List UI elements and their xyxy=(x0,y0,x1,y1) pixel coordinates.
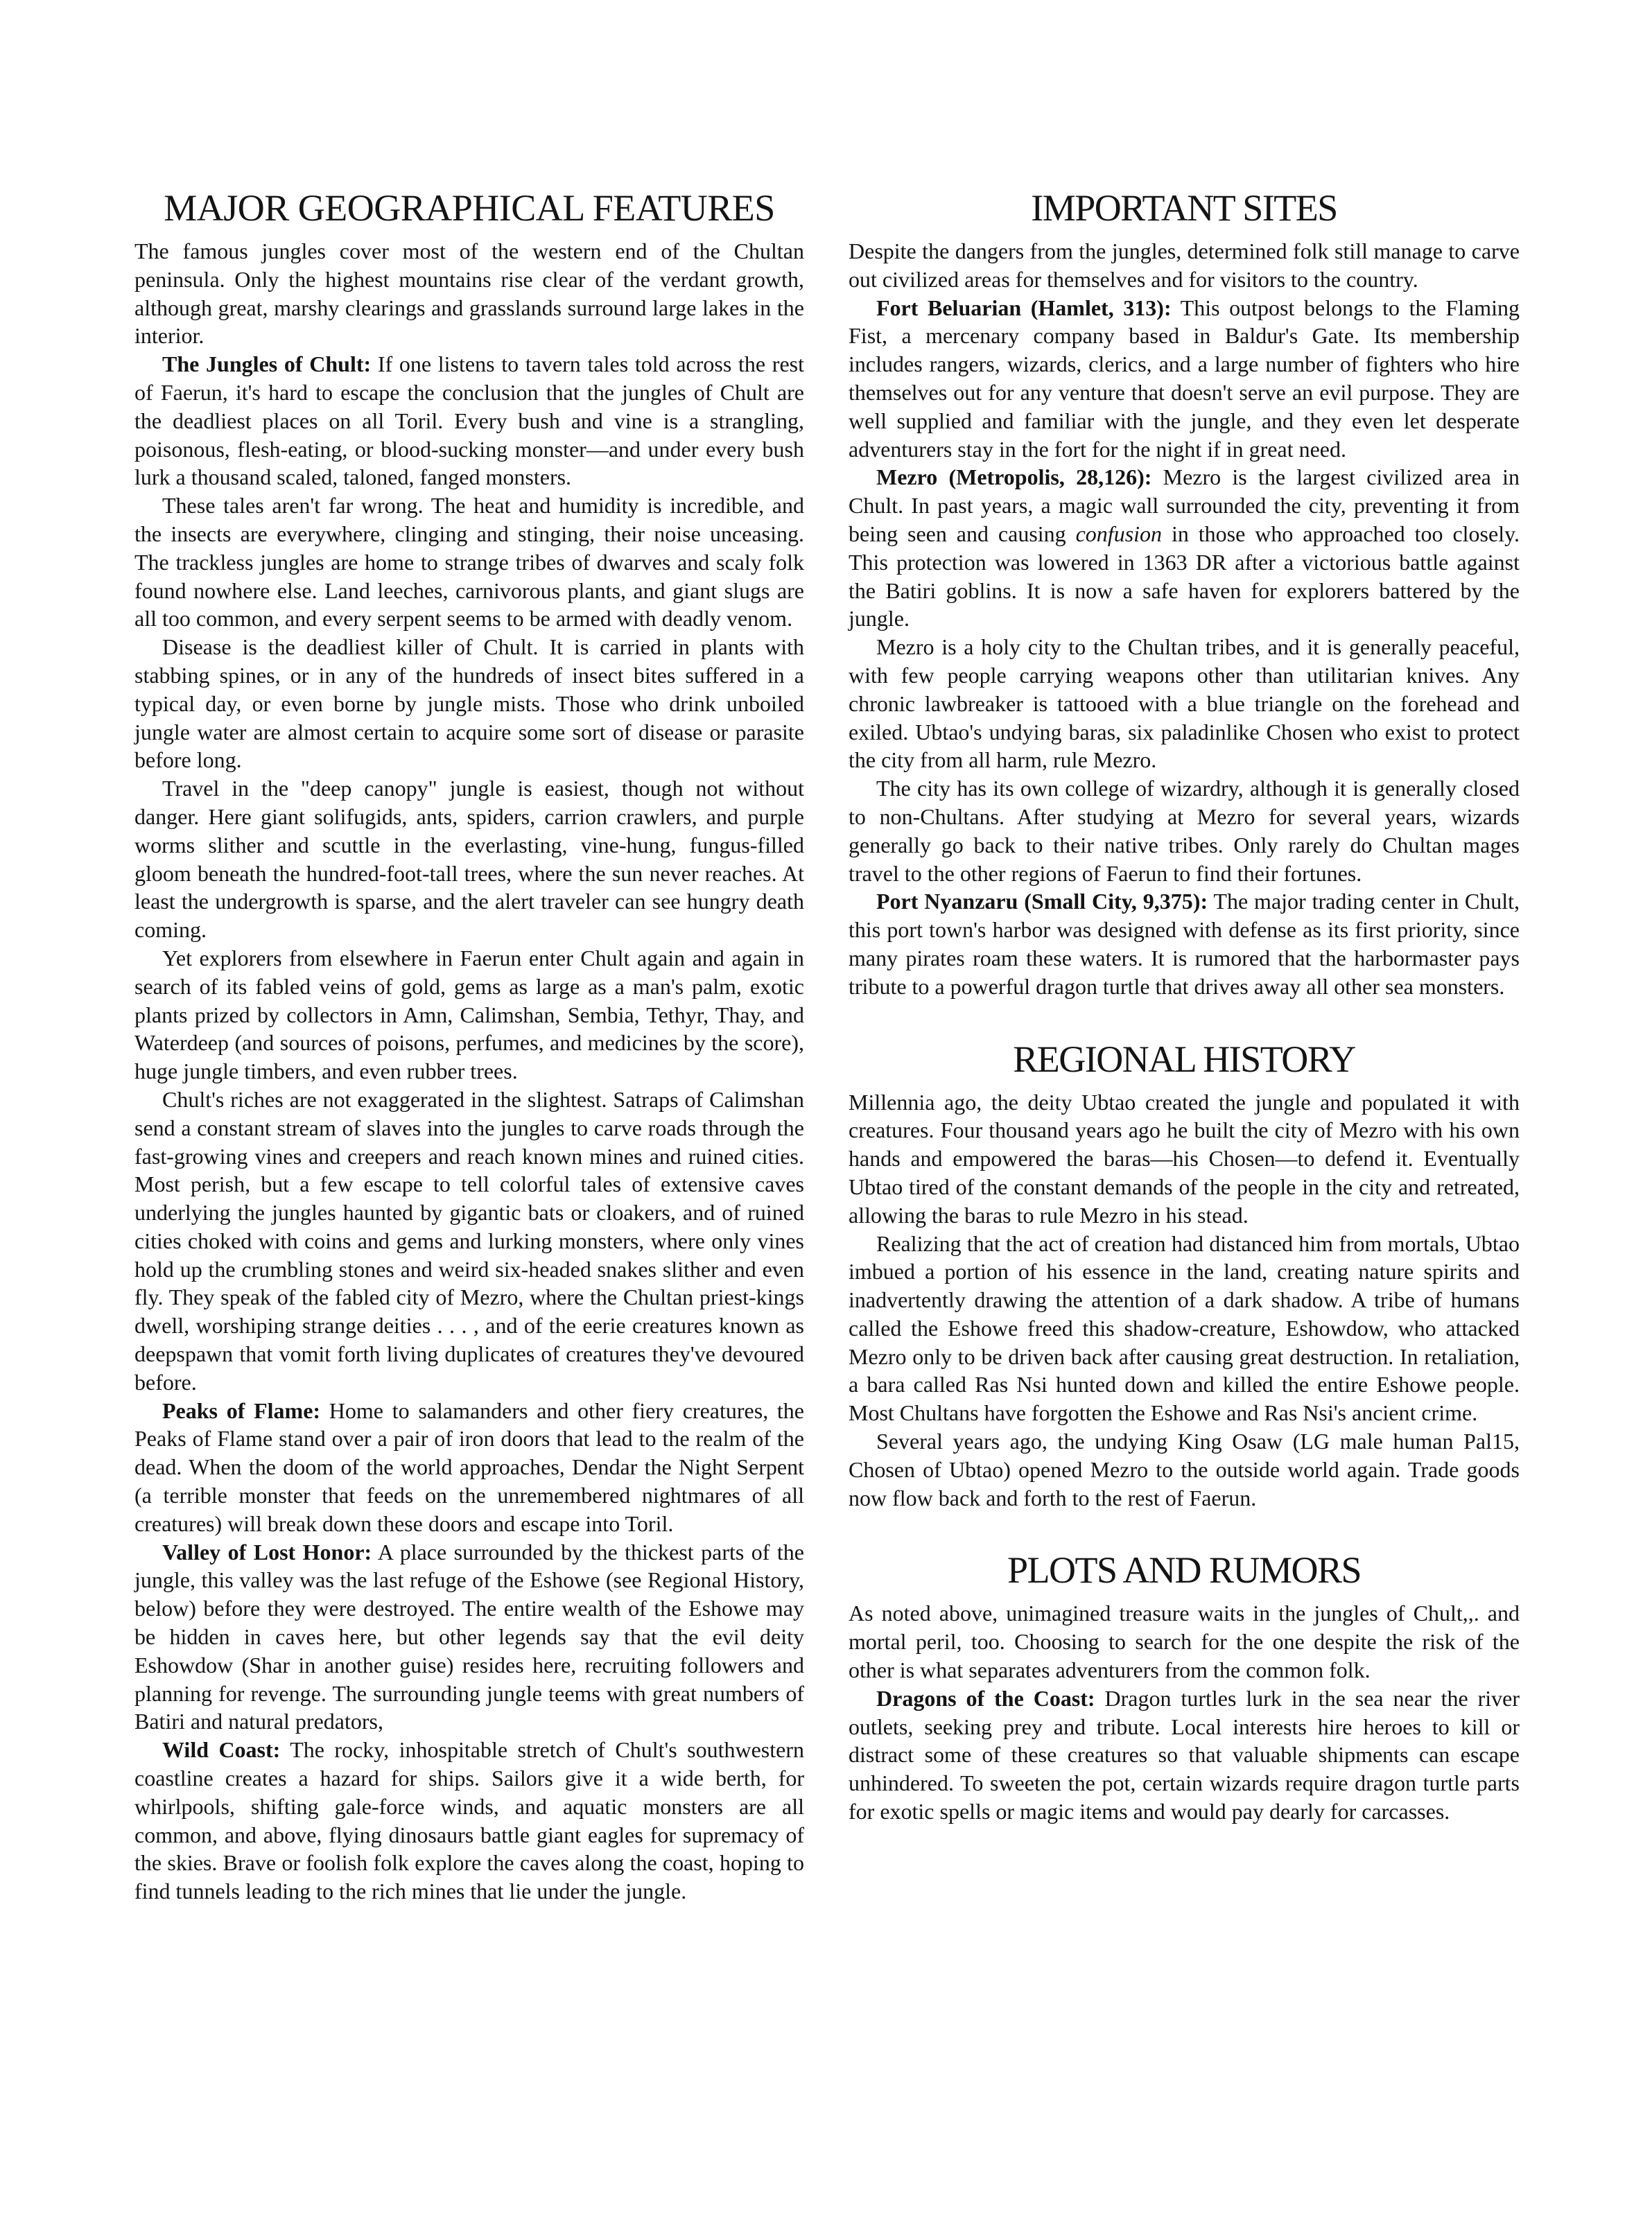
term-confusion: confusion xyxy=(1075,521,1163,546)
paragraph-realizing: Realizing that the act of creation had distanced him from mortals, Ubtao imbued a portion of his essence in the land, creating nature spirits and inadvertently drawing the attention of a dark shadow. A tribe of humans called the Eshowe freed this shadow-creature, Eshowdow, who attacked Mezro only to be driven back after causing great destruction. In retaliation, a bara called Ras Nsi hunted down and killed the entire Eshowe people. Most Chultans have forgotten the Eshowe and Ras Nsi's ancient crime. xyxy=(849,1230,1520,1426)
paragraph-port-nyanzaru: Port Nyanzaru (Small City, 9,375): The major trading center in Chult, this port town's harbor was designed with defense as its first priority, since many pirates roam these waters. It is rumored that the harbormaster pays tribute to a powerful dragon turtle that drives away all other sea monsters. xyxy=(849,889,1520,999)
paragraph-explorers: Yet explorers from elsewhere in Faerun enter Chult again and again in search of its fabled veins of gold, gems as large as a man's palm, exotic plants prized by collectors in Amn, Calimshan, Sembia, Tethyr, Thay, and Waterdeep (and sources of poisons, perfumes, and medicines by the score), huge jungle timbers, and even rubber trees. xyxy=(134,945,804,1084)
paragraph-holy-city: Mezro is a holy city to the Chultan tribes, and it is generally peaceful, with few people carrying weapons other than utilitarian knives. Any chronic lawbreaker is tattooed with a blue triangle on the forehead and exiled. Ubtao's undying baras, six paladinlike Chosen who exist to protect the city from all harm, rule Mezro. xyxy=(849,634,1520,773)
paragraph-fort-beluarian: Fort Beluarian (Hamlet, 313): This outpost belongs to the Flaming Fist, a mercenary company based in Baldur's Gate. Its membership includes rangers, wizards, clerics, and a large number of fighters who hire themselves out for any venture that doesn't serve an evil purpose. They are well supplied and familiar with the jungle, and they even let desperate adventurers stay in the fort for the night if in great need. xyxy=(849,295,1520,462)
heading-important-sites: IMPORTANT SITES xyxy=(1031,187,1337,229)
paragraph-jungles-of-chult: The Jungles of Chult: If one listens to tavern tales told across the rest of Faerun, it's hard to escape the conclusion that the jungles of Chult are the deadliest places on all Toril. Every bush and vine is a strangling, poisonous, flesh-eating, or blood-sucking monster—and under every bush lurk a thousand scaled, taloned, fanged monsters. xyxy=(134,351,805,490)
left-column xyxy=(134,186,804,1906)
paragraph-valley-of-lost-honor: Valley of Lost Honor: A place surrounded by the thickest parts of the jungle, this valley was the last refuge of the Eshowe (see Regional History, below) before they were destroyed. The entire wealth of the Eshowe may be hidden in caves here, but other legends say that the evil deity Eshowdow (Shar in another guise) resides here, recruiting followers and planning for revenge. The surrounding jungle teems with great numbers of Batiri and natural predators, xyxy=(134,1539,804,1734)
heading-regional-history: REGIONAL HISTORY xyxy=(1013,1038,1355,1080)
term-wild-coast: Wild Coast: xyxy=(162,1737,281,1763)
paragraph-wild-coast: Wild Coast: The rocky, inhospitable stretch of Chult's southwestern coastline creates a hazard for ships. Sailors give it a wide berth, for whirlpools, shifting gale-force winds, and aquatic monsters are all common, and above, flying dinosaurs battle giant eagles for supremacy of the skies. Brave or foolish folk explore the caves along the coast, hoping to find tunnels leading to the rich mines that lie under the jungle. xyxy=(134,1737,805,1904)
paragraph-plots-intro: As noted above, unimagined treasure waits in the jungles of Chult,,. and mortal peril, too. Choosing to search for the one despite the risk of the other is what separates adventurers from the common folk. xyxy=(849,1601,1520,1683)
term-valley-of-lost-honor: Valley of Lost Honor: xyxy=(162,1539,372,1565)
paragraph-peaks-of-flame: Peaks of Flame: Home to salamanders and other fiery creatures, the Peaks of Flame stand over a pair of iron doors that lead to the realm of the dead. When the doom of the world approaches, Dendar the Night Serpent (a terrible monster that feeds on the unremembered nightmares of all creatures) will break down these doors and escape into Toril. xyxy=(134,1397,805,1536)
right-column xyxy=(849,186,1520,1826)
term-fort-beluarian: Fort Beluarian (Hamlet, 313): xyxy=(876,295,1172,320)
paragraph-tales: These tales aren't far wrong. The heat and humidity is incredible, and the insects are everywhere, clinging and stinging, their noise unceasing. The trackless jungles are home to strange tribes of dwarves and scaly folk found nowhere else. Land leeches, carnivorous plants, and giant slugs are all too common, and every serpent seems to be armed with deadly venom. xyxy=(134,493,804,631)
paragraph-deep-canopy: Travel in the "deep canopy" jungle is easiest, though not without danger. Here giant solifugids, ants, spiders, carrion crawlers, and purple worms slither and scuttle in the everlasting, vine-hung, fungus-filled gloom beneath the hundred-foot-tall trees, where the sun never reaches. At least the undergrowth is sparse, and the alert traveler can see hungry death coming. xyxy=(134,776,804,943)
term-mezro: Mezro (Metropolis, 28,126): xyxy=(876,464,1152,490)
paragraph-mezro: Mezro (Metropolis, 28,126): Mezro is the largest civilized area in Chult. In past years, a magic wall surrounded the city, preventing it from being seen and causing confusion in those who approached too closely. This protection was lowered in 1363 DR after a victorious battle against the Batiri goblins. It is now a safe haven for explorers battered by the jungle. xyxy=(849,464,1520,631)
paragraph-geo-intro: The famous jungles cover most of the western end of the Chultan peninsula. Only the highest mountains rise clear of the verdant growth, although great, marshy clearings and grasslands surround large lakes in the interior. xyxy=(134,238,804,349)
term-dragons-of-the-coast: Dragons of the Coast: xyxy=(876,1685,1095,1711)
heading-geographical-features: MAJOR GEOGRAPHICAL FEATURES xyxy=(164,187,775,229)
paragraph-sites-intro: Despite the dangers from the jungles, determined folk still manage to carve out civilized areas for themselves and for visitors to the country. xyxy=(849,238,1520,292)
paragraph-riches: Chult's riches are not exaggerated in the slightest. Satraps of Calimshan send a constant stream of slaves into the jungles to carve roads through the fast-growing vines and creepers and reach known mines and ruined cities. Most perish, but a few escape to tell colorful tales of extensive caves underlying the jungles haunted by gigantic bats or cloakers, and of ruined cities choked with coins and gems and lurking monsters, where only vines hold up the crumbling stones and weird six-headed snakes slither and even fly. They speak of the fabled city of Mezro, where the Chultan priest-kings dwell, worshiping strange deities . . . , and of the eerie creatures known as deepspawn that vomit forth living duplicates of creatures they've devoured before. xyxy=(134,1086,804,1395)
paragraph-disease: Disease is the deadliest killer of Chult. It is carried in plants with stabbing spines, or in any of the hundreds of insect bites suffered in a typical day, or even borne by jungle mists. Those who drink unboiled jungle water are almost certain to acquire some sort of disease or parasite before long. xyxy=(134,634,804,773)
term-peaks-of-flame: Peaks of Flame: xyxy=(162,1397,321,1423)
paragraph-several-years: Several years ago, the undying King Osaw (LG male human Pal15, Chosen of Ubtao) opened Mezro to the outside world again. Trade goods now flow back and forth to the rest of Faerun. xyxy=(849,1429,1520,1510)
term-port-nyanzaru: Port Nyanzaru (Small City, 9,375): xyxy=(876,889,1208,914)
paragraph-history-intro: Millennia ago, the deity Ubtao created the jungle and populated it with creatures. Four thousand years ago he built the city of Mezro with his own hands and empowered the baras—his Chosen—to defend it. Eventually Ubtao tired of the constant demands of the people in the city and retreated, allowing the baras to rule Mezro in his stead. xyxy=(849,1089,1520,1228)
term-jungles-of-chult: The Jungles of Chult: xyxy=(162,351,372,377)
paragraph-dragons-of-the-coast: Dragons of the Coast: Dragon turtles lurk in the sea near the river outlets, seeking prey and tribute. Local interests hire heroes to kill or distract some of these creatures so that valuable shipments can escape unhindered. To sweeten the pot, certain wizards require dragon turtle parts for exotic spells or magic items and would pay dearly for carcasses. xyxy=(849,1685,1520,1824)
paragraph-college: The city has its own college of wizardry, although it is generally closed to non-Chultans. After studying at Mezro for several years, wizards generally go back to their native tribes. Only rarely do Chultan mages travel to the other regions of Faerun to find their fortunes. xyxy=(849,776,1520,886)
heading-plots-and-rumors: PLOTS AND RUMORS xyxy=(1007,1549,1362,1592)
